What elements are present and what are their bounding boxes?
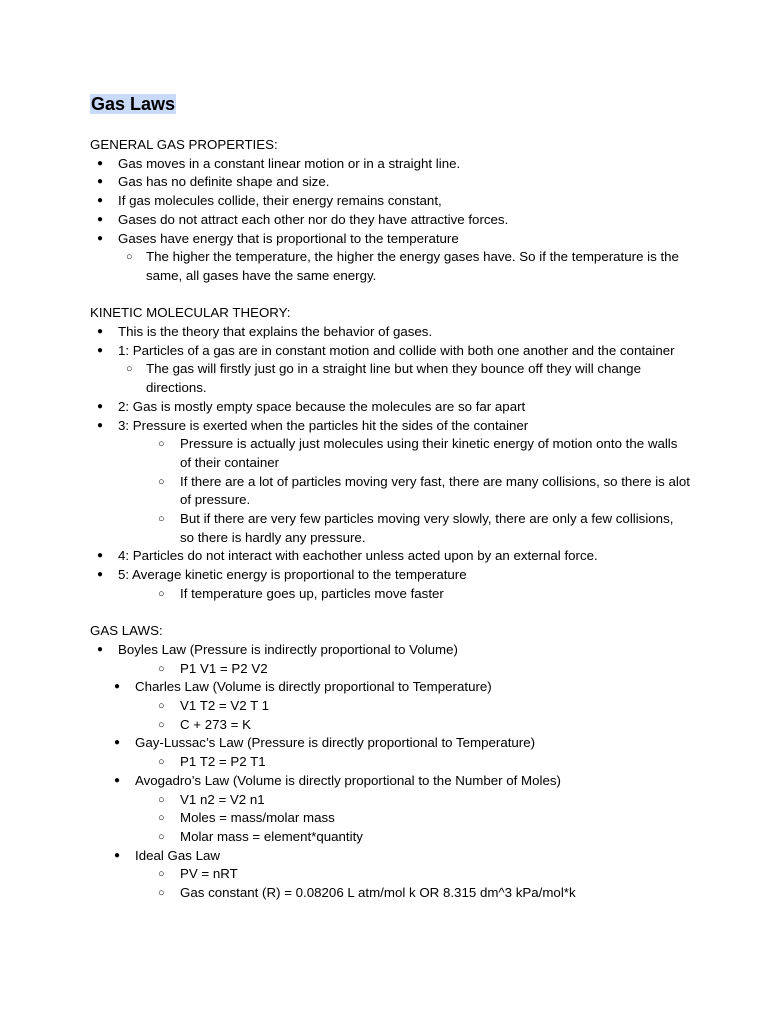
list-item: ● Gases have energy that is proportional to the temperature [90,230,690,249]
list-item: ○ P1 V1 = P2 V2 [90,660,690,679]
list-item: ● Boyles Law (Pressure is indirectly proportional to Volume) [90,641,690,660]
list-item: ● Gay-Lussac’s Law (Pressure is directly proportional to Temperature) [90,734,690,753]
list-item: ○ V1 T2 = V2 T 1 [90,697,690,716]
list-item: ● Gas has no definite shape and size. [90,173,690,192]
document-body [90,136,690,903]
list-item: ● Avogadro’s Law (Volume is directly proportional to the Number of Moles) [90,772,690,791]
bullet-list [90,641,690,903]
list-item: ● 2: Gas is mostly empty space because the molecules are so far apart [90,398,690,417]
list-item: ○ Pressure is actually just molecules using their kinetic energy of motion onto the walls of their container [90,435,690,472]
list-item: ● Gas moves in a constant linear motion or in a straight line. [90,155,690,174]
list-item: ● If gas molecules collide, their energy remains constant, [90,192,690,211]
bullet-list [90,323,690,604]
list-item: ● 4: Particles do not interact with eachother unless acted upon by an external force. [90,547,690,566]
list-item: ○ The gas will firstly just go in a straight line but when they bounce off they will change directions. [90,360,690,397]
section-heading-gas-laws: GAS LAWS: [90,623,163,639]
section-heading-kinetic-molecular-theory: KINETIC MOLECULAR THEORY: [90,305,291,321]
section-heading-general-gas-properties: GENERAL GAS PROPERTIES: [90,137,278,152]
list-item: ○ P1 T2 = P2 T1 [90,753,690,772]
page-title [90,92,176,116]
bullet-list [90,155,690,286]
list-item: ○ Moles = mass/molar mass [90,809,690,828]
list-item: ● This is the theory that explains the behavior of gases. [90,323,690,342]
list-item: ○ Gas constant (R) = 0.08206 L atm/mol k OR 8.315 dm^3 kPa/mol*k [90,884,690,903]
title-highlight: Gas Laws [91,94,176,114]
list-item: ○ If temperature goes up, particles move faster [90,585,690,604]
list-item: ○ If there are a lot of particles moving very fast, there are many collisions, so there is alot of pressure. [90,473,690,510]
list-item: ○ C + 273 = K [90,716,690,735]
list-item: ● 1: Particles of a gas are in constant motion and collide with both one another and the container [90,342,690,361]
list-item: ● Ideal Gas Law [90,847,690,866]
list-item: ○ Molar mass = element*quantity [90,828,690,847]
list-item: ● Gases do not attract each other nor do they have attractive forces. [90,211,690,230]
list-item: ● 5: Average kinetic energy is proportional to the temperature [90,566,690,585]
spacer [90,604,690,623]
spacer [90,286,690,305]
list-item: ● Charles Law (Volume is directly proportional to Temperature) [90,678,690,697]
list-item: ○ The higher the temperature, the higher the energy gases have. So if the temperature is the same, all gases have the same energy. [90,248,690,285]
list-item: ● 3: Pressure is exerted when the particles hit the sides of the container [90,417,690,436]
list-item: ○ But if there are very few particles moving very slowly, there are only a few collisions, so there is hardly any pressure. [90,510,690,547]
list-item: ○ PV = nRT [90,865,690,884]
list-item: ○ V1 n2 = V2 n1 [90,791,690,810]
